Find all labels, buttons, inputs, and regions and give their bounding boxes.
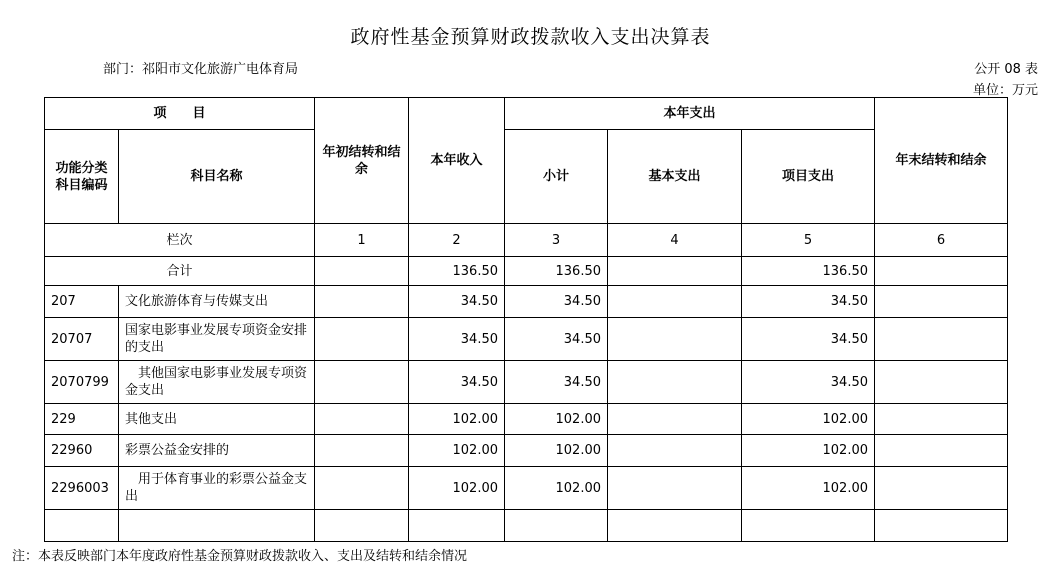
row-subject-name: 其他支出	[119, 404, 315, 435]
row-opening	[315, 404, 409, 435]
row-project: 34.50	[742, 286, 875, 318]
row-code: 20707	[45, 318, 119, 361]
row-subject-name: 用于体育事业的彩票公益金支出	[119, 467, 315, 510]
budget-table	[44, 97, 1008, 542]
row-closing	[875, 467, 1008, 510]
row-income: 102.00	[409, 467, 505, 510]
header-basic: 基本支出	[608, 130, 742, 224]
row-subtotal: 102.00	[505, 467, 608, 510]
row-basic	[608, 286, 742, 318]
row-basic	[608, 361, 742, 404]
row-code: 2296003	[45, 467, 119, 510]
column-number: 2	[409, 224, 505, 257]
row-subject-name: 文化旅游体育与传媒支出	[119, 286, 315, 318]
row-income: 34.50	[409, 361, 505, 404]
table-row	[45, 361, 1008, 404]
row-code: 22960	[45, 435, 119, 467]
row-project: 34.50	[742, 361, 875, 404]
row-subtotal: 102.00	[505, 435, 608, 467]
row-code: 207	[45, 286, 119, 318]
header-subject-name: 科目名称	[119, 130, 315, 224]
table-row	[45, 286, 1008, 318]
row-closing	[875, 286, 1008, 318]
row-subtotal	[505, 510, 608, 542]
header-project: 项目支出	[742, 130, 875, 224]
column-number: 1	[315, 224, 409, 257]
report-title: 政府性基金预算财政拨款收入支出决算表	[350, 26, 711, 48]
row-subtotal: 34.50	[505, 286, 608, 318]
total-basic	[608, 257, 742, 286]
column-number-label: 栏次	[45, 224, 315, 257]
total-subtotal: 136.50	[505, 257, 608, 286]
column-number: 3	[505, 224, 608, 257]
row-project	[742, 510, 875, 542]
header-closing-balance: 年末结转和结余	[875, 98, 1008, 224]
total-project: 136.50	[742, 257, 875, 286]
row-opening	[315, 510, 409, 542]
total-label: 合计	[45, 257, 315, 286]
row-code: 229	[45, 404, 119, 435]
row-income: 102.00	[409, 435, 505, 467]
row-closing	[875, 510, 1008, 542]
column-number: 5	[742, 224, 875, 257]
table-row	[45, 467, 1008, 510]
row-income: 34.50	[409, 286, 505, 318]
header-income: 本年收入	[409, 98, 505, 224]
row-basic	[608, 435, 742, 467]
header-expense: 本年支出	[505, 98, 875, 130]
header-code: 功能分类科目编码	[45, 130, 119, 224]
row-subject-name: 其他国家电影事业发展专项资金支出	[119, 361, 315, 404]
table-row	[45, 404, 1008, 435]
header-subtotal: 小计	[505, 130, 608, 224]
row-closing	[875, 404, 1008, 435]
total-income: 136.50	[409, 257, 505, 286]
row-subject-name	[119, 510, 315, 542]
row-opening	[315, 318, 409, 361]
row-subject-name: 彩票公益金安排的	[119, 435, 315, 467]
column-number-row	[45, 224, 1008, 257]
header-item: 项 目	[45, 98, 315, 130]
row-project: 102.00	[742, 467, 875, 510]
row-opening	[315, 286, 409, 318]
row-basic	[608, 467, 742, 510]
row-subject-name: 国家电影事业发展专项资金安排的支出	[119, 318, 315, 361]
row-project: 102.00	[742, 404, 875, 435]
row-subtotal: 102.00	[505, 404, 608, 435]
table-row	[45, 510, 1008, 542]
column-number: 4	[608, 224, 742, 257]
header-opening-balance: 年初结转和结余	[315, 98, 409, 224]
total-row	[45, 257, 1008, 286]
row-project: 102.00	[742, 435, 875, 467]
table-row	[45, 435, 1008, 467]
unit-label: 单位：万元	[972, 83, 1038, 98]
row-subtotal: 34.50	[505, 318, 608, 361]
row-subtotal: 34.50	[505, 361, 608, 404]
row-opening	[315, 435, 409, 467]
row-closing	[875, 318, 1008, 361]
row-opening	[315, 467, 409, 510]
row-code: 2070799	[45, 361, 119, 404]
row-basic	[608, 404, 742, 435]
department-label: 部门：祁阳市文化旅游广电体育局	[103, 62, 299, 77]
row-closing	[875, 435, 1008, 467]
row-income	[409, 510, 505, 542]
row-income: 34.50	[409, 318, 505, 361]
total-closing	[875, 257, 1008, 286]
row-income: 102.00	[409, 404, 505, 435]
row-closing	[875, 361, 1008, 404]
table-number: 公开 08 表	[974, 62, 1038, 77]
table-row	[45, 318, 1008, 361]
footnote: 注：本表反映部门本年度政府性基金预算财政拨款收入、支出及结转和结余情况	[12, 549, 468, 564]
row-code	[45, 510, 119, 542]
row-basic	[608, 510, 742, 542]
row-basic	[608, 318, 742, 361]
total-opening	[315, 257, 409, 286]
column-number: 6	[875, 224, 1008, 257]
row-project: 34.50	[742, 318, 875, 361]
row-opening	[315, 361, 409, 404]
